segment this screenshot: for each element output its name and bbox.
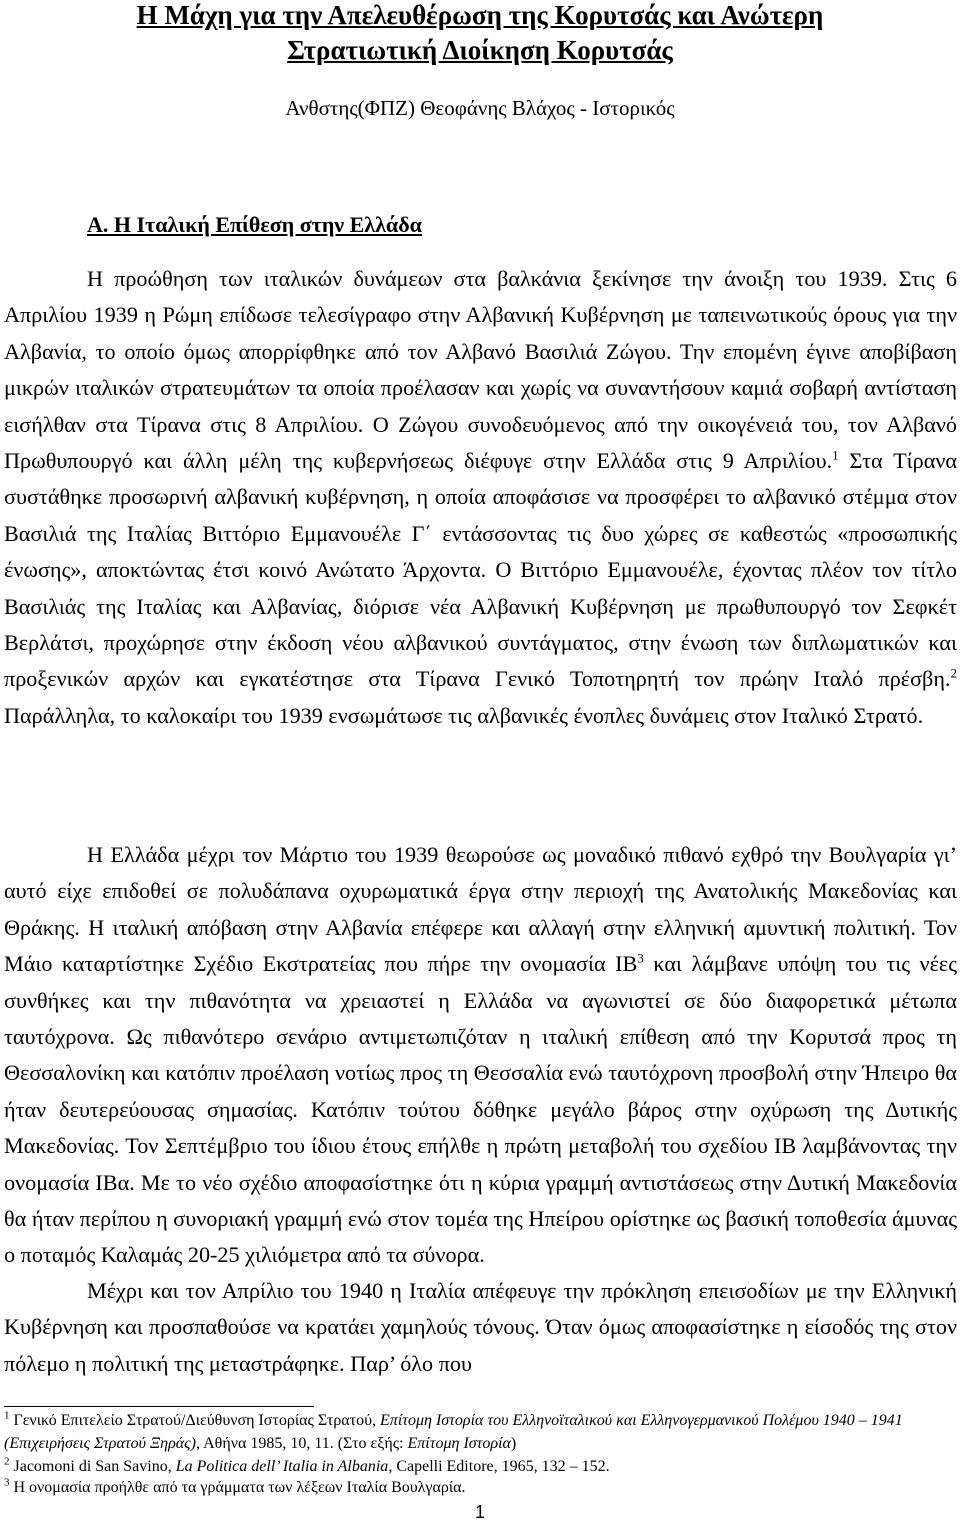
footnote-2 [4, 1455, 957, 1478]
document-title-line-2: Στρατιωτική Διοίκηση Κορυτσάς [287, 35, 673, 65]
footnote-number: 3 [4, 1476, 10, 1489]
footnote-number: 2 [4, 1455, 10, 1468]
footnote-text: , Capelli Editore, 1965, 132 – 152. [388, 1458, 610, 1475]
footnote-reference: 1 [832, 447, 839, 463]
footnote-italic-title: Επίτομη Ιστορία του Ελληνοϊταλικού και Ελληνογερμανικού Πολέμου 1940 – 1941 (Επιχειρήσεις Στρατού Ξηράς) [4, 1412, 903, 1452]
paragraph-text: Η Ελλάδα μέχρι τον Μάρτιο του 1939 θεωρούσε ως μοναδικό πιθανό εχθρό την Βουλγαρία γι’ αυτό είχε επιδοθεί σε πολυδάπανα οχυρωματικά έργα στην περιοχή της Ανατολικής Μακεδονίας και Θράκης. Η ιταλική απόβαση στην Αλβανία επέφερε και αλλαγή στην ελληνική αμυντική πολιτική. Τον Μάιο καταρτίστηκε Σχέδιο Εκστρατείας που πήρε την ονομασία ΙΒ [4, 842, 957, 977]
paragraph-text: και λάμβανε υπόψη του τις νέες συνθήκες και την πιθανότητα να χρειαστεί η Ελλάδα να αγωνιστεί σε δύο διαφορετικά μέτωπα ταυτόχρονα. Ως πιθανότερο σενάριο αντιμετωπιζόταν η ιταλική επίθεση από την Κορυτσά προς τη Θεσσαλονίκη και κατόπιν προέλαση νοτίως προς τη Θεσσαλία ενώ ταυτόχρονη προσβολή στην Ήπειρο θα ήταν δευτερεύουσας σημασίας. Κατόπιν τούτου δόθηκε μεγάλο βάρος στην οχύρωση της Δυτικής Μακεδονίας. Τον Σεπτέμβριο του ίδιου έτους επήλθε η πρώτη μεταβολή του σχεδίου ΙΒ λαμβάνοντας την ονομασία ΙΒα. Με το νέο σχέδιο αποφασίστηκε ότι η κύρια γραμμή αντιστάσεως στην Δυτική Μακεδονία θα ήταν περίπου η συνοριακή γραμμή ενώ στον τομέα της Ηπείρου ορίστηκε ως βασική τοποθεσία άμυνας ο ποταμός Καλαμάς 20-25 χιλιόμετρα από τα σύνορα. [4, 951, 957, 1268]
paragraph-text: Η προώθηση των ιταλικών δυνάμεων στα βαλκάνια ξεκίνησε την άνοιξη του 1939. Στις 6 Απριλίου 1939 η Ρώμη επίδωσε τελεσίγραφο στην Αλβανική Κυβέρνηση με ταπεινωτικούς όρους για την Αλβανία, το οποίο όμως απορρίφθηκε από τον Αλβανό Βασιλιά Ζώγου. Την επομένη έγινε αποβίβαση μικρών ιταλικών στρατευμάτων τα οποία προέλασαν και χωρίς να συναντήσουν καμιά σοβαρή αντίσταση εισήλθαν στα Τίρανα στις 8 Απριλίου. Ο Ζώγου συνοδευόμενος από την οικογένειά του, τον Αλβανό Πρωθυπουργό και άλλη μέλη της κυβερνήσεως διέφυγε στην Ελλάδα στις 9 Απριλίου. [4, 266, 957, 474]
paragraph-text: Στα Τίρανα συστάθηκε προσωρινή αλβανική κυβέρνηση, η οποία αποφάσισε να προσφέρει το αλβανικό στέμμα στον Βασιλιά της Ιταλίας Βιττόριο Εμμανουέλε Γ΄ εντάσσοντας τις δυο χώρες σε καθεστώς «προσωπικής ένωσης», αποκτώντας έτσι κοινό Ανώτατο Άρχοντα. Ο Βιττόριο Εμμανουέλε, έχοντας πλέον τον τίτλο Βασιλιάς της Ιταλίας και Αλβανίας, διόρισε νέα Αλβανική Κυβέρνηση με πρωθυπουργό τον Σεφκέτ Βερλάτσι, προχώρησε στην έκδοση νέου αλβανικού συντάγματος, στην ένωση των διπλωματικών και προξενικών αρχών και εγκατέστησε στα Τίρανα Γενικό Τοποτηρητή τον πρώην Ιταλό πρέσβη. [4, 448, 957, 692]
footnote-reference: 2 [950, 666, 957, 682]
footnote-reference: 3 [637, 950, 644, 966]
author-line: Ανθστης(ΦΠΖ) Θεοφάνης Βλάχος - Ιστορικός [285, 96, 675, 120]
body-paragraph-2 [4, 837, 957, 1274]
paragraph-text: Παράλληλα, το καλοκαίρι του 1939 ενσωμάτωσε τις αλβανικές ένοπλες δυνάμεις στον Ιταλικό Στρατό. [4, 702, 924, 728]
document-title-line-1: Η Μάχη για την Απελευθέρωση της Κορυτσάς και Ανώτερη [136, 0, 824, 30]
page-number: 1 [474, 1502, 485, 1522]
footnote-1 [4, 1409, 957, 1455]
footnote-italic-title: Επίτομη Ιστορία [407, 1435, 511, 1452]
body-paragraph-3 [4, 1273, 957, 1382]
footnote-text: Γενικό Επιτελείο Στρατού/Διεύθυνση Ιστορίας Στρατού, [13, 1412, 381, 1429]
footnote-text: ) [510, 1435, 517, 1452]
footnote-3 [4, 1476, 957, 1499]
footnote-text: , Αθήνα 1985, 10, 11. (Στο εξής: [196, 1435, 408, 1452]
section-heading: Α. Η Ιταλική Επίθεση στην Ελλάδα [87, 212, 422, 237]
footnote-separator [4, 1406, 314, 1407]
footnote-number: 1 [4, 1409, 10, 1422]
footnote-italic-title: La Politica dell’ Italia in Albania [175, 1458, 389, 1475]
footnote-text: Jacomoni di San Savino, [13, 1458, 176, 1475]
footnote-text: Η ονομασία προήλθε από τα γράμματα των λέξεων Ιταλία Βουλγαρία. [13, 1479, 466, 1496]
paragraph-text: Μέχρι και τον Απρίλιο του 1940 η Ιταλία απέφευγε την πρόκληση επεισοδίων με την Ελληνική Κυβέρνηση και προσπαθούσε να κρατάει χαμηλούς τόνους. Όταν όμως αποφασίστηκε η είσοδός της στον πόλεμο η πολιτική της μεταστράφηκε. Παρ’ όλο που [4, 1278, 957, 1376]
body-paragraph-1 [4, 261, 957, 734]
